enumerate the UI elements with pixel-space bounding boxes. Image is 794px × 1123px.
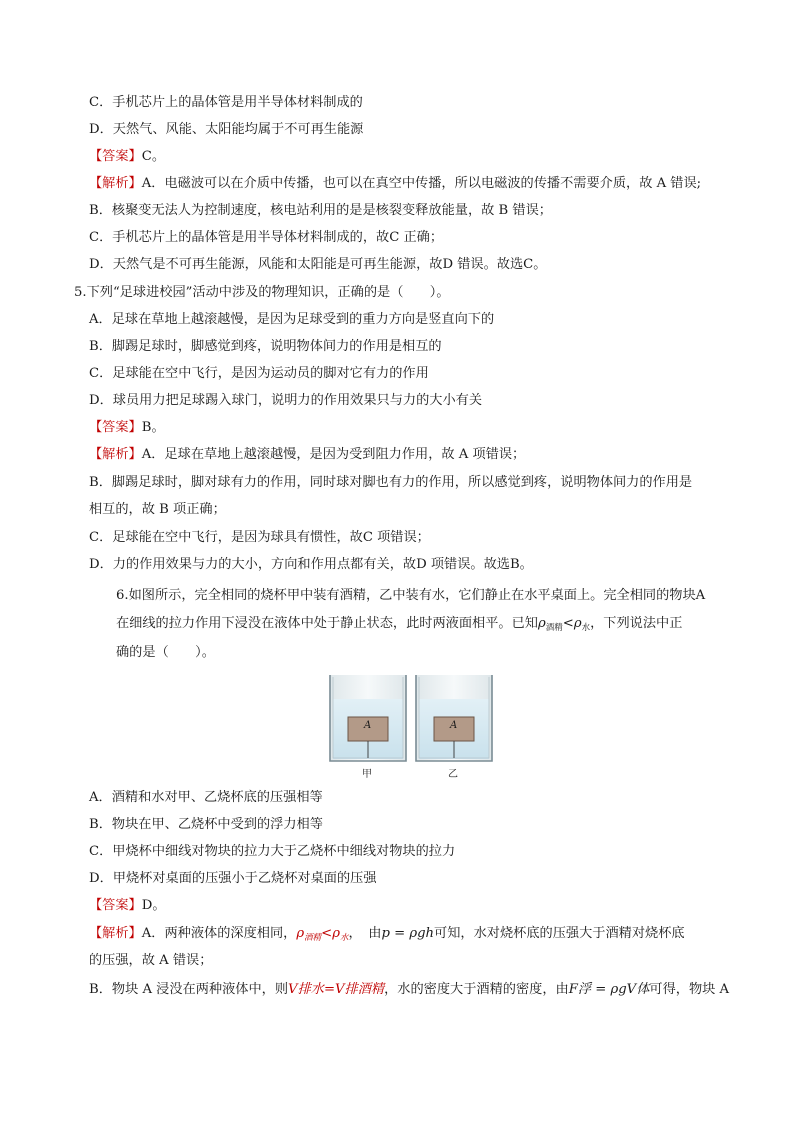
q4-analysis-b: B．核聚变无法人为控制速度，核电站利用的是是核裂变释放能量，故 B 错误； (89, 203, 552, 218)
block-label-yi: A (450, 720, 458, 731)
pressure-formula: p = ρgh (381, 926, 435, 941)
q5-analysis-b-line1: B．脚踢足球时，脚对球有力的作用，同时球对脚也有力的作用，所以感觉到疼，说明物体间力的作用是 (89, 475, 693, 490)
analysis-text: ， 由 (348, 926, 382, 941)
answer-value: D。 (141, 898, 166, 913)
analysis-text: B．物块 A 浸没在两种液体中，则 (89, 982, 289, 997)
beaker-yi (416, 675, 492, 761)
q6-stem-line1: 6.如图所示，完全相同的烧杯甲中装有酒精，乙中装有水，它们静止在水平桌面上。完全相同的物块A (116, 588, 706, 603)
analysis-tag: 【解析】 (89, 176, 142, 191)
q5-option-d: D．球员用力把足球踢入球门，说明力的作用效果只与力的大小有关 (89, 393, 483, 408)
q4-analysis-c: C．手机芯片上的晶体管是用半导体材料制成的，故C 正确； (89, 230, 444, 245)
less-than: < (562, 616, 574, 631)
stem-text: 在细线的拉力作用下浸没在液体中处于静止状态，此时两液面相平。已知 (116, 616, 538, 631)
less-than: < (321, 926, 333, 941)
q6-analysis-a-line1 (89, 924, 685, 948)
q5-answer (89, 418, 165, 438)
q6-stem-line2 (116, 614, 682, 638)
analysis-text: 可得，物块 A (649, 982, 730, 997)
q4-option-c: C．手机芯片上的晶体管是用半导体材料制成的 (89, 95, 363, 110)
q6-answer (89, 896, 166, 916)
label-jia: 甲 (362, 769, 372, 780)
answer-tag: 【答案】 (89, 898, 142, 913)
analysis-text: A．足球在草地上越滚越慢，是因为受到阻力作用，故 A 项错误； (141, 447, 526, 462)
rho-symbol: ρ (332, 926, 340, 941)
q6-option-d: D．甲烧杯对桌面的压强小于乙烧杯对桌面的压强 (89, 871, 377, 886)
q6-option-b: B．物块在甲、乙烧杯中受到的浮力相等 (89, 817, 323, 832)
answer-tag: 【答案】 (89, 149, 142, 164)
subscript-alcohol: 酒精 (545, 623, 563, 633)
q6-stem-line3: 确的是（ ）。 (116, 645, 215, 660)
beakers-diagram (326, 673, 496, 783)
rho-symbol: ρ (573, 616, 582, 631)
q5-option-c: C．足球能在空中飞行，是因为运动员的脚对它有力的作用 (89, 366, 429, 381)
q6-analysis-a-line2: 的压强，故 A 错误； (89, 953, 213, 968)
beaker-jia (330, 675, 406, 761)
q5-analysis-b-line2: 相互的，故 B 项正确； (89, 502, 226, 517)
analysis-text: 可知，水对烧杯底的压强大于酒精对烧杯底 (434, 926, 685, 941)
analysis-text: A．两种液体的深度相同， (141, 926, 297, 941)
q6-option-a: A．酒精和水对甲、乙烧杯底的压强相等 (89, 790, 323, 805)
label-yi: 乙 (448, 769, 458, 780)
q6-analysis-b (89, 980, 729, 1000)
rho-symbol: ρ (296, 926, 305, 941)
analysis-text: A．电磁波可以在介质中传播，也可以在真空中传播，所以电磁波的传播不需要介质，故 A 错误; (141, 176, 702, 191)
block-label-jia: A (364, 720, 372, 731)
stem-text: ，下列说法中正 (590, 616, 683, 631)
q5-analysis-d: D．力的作用效果与力的大小，方向和作用点都有关，故D 项错误。故选B。 (89, 557, 533, 572)
q4-analysis-d: D．天然气是不可再生能源，风能和太阳能是可再生能源，故D 错误。故选C。 (89, 257, 547, 272)
answer-value: C。 (141, 149, 166, 164)
q5-option-a: A．足球在草地上越滚越慢，是因为足球受到的重力方向是竖直向下的 (89, 312, 495, 327)
subscript-alcohol: 酒精 (304, 933, 322, 943)
analysis-tag: 【解析】 (89, 447, 142, 462)
q5-option-b: B．脚踢足球时，脚感觉到疼，说明物体间力的作用是相互的 (89, 339, 442, 354)
analysis-tag: 【解析】 (89, 926, 142, 941)
answer-tag: 【答案】 (89, 420, 142, 435)
subscript-water: 水 (581, 623, 591, 633)
rho-symbol: ρ (538, 616, 546, 631)
q5-stem: 5.下列“足球进校园”活动中涉及的物理知识，正确的是（ ）。 (74, 285, 450, 300)
q4-option-d: D．天然气、风能、太阳能均属于不可再生能源 (89, 122, 364, 137)
beaker-figure (326, 673, 496, 783)
answer-value: B。 (141, 420, 165, 435)
q6-option-c: C．甲烧杯中细线对物块的拉力大于乙烧杯中细线对物块的拉力 (89, 844, 456, 859)
subscript-water: 水 (339, 933, 349, 943)
analysis-text: ，水的密度大于酒精的密度，由 (384, 982, 569, 997)
volume-equation: V排水=V排酒精 (288, 982, 385, 997)
q4-answer (89, 147, 165, 167)
q5-analysis-a (89, 445, 525, 465)
q4-analysis-a (89, 174, 701, 194)
buoyancy-formula: F浮 = ρgV体 (568, 982, 650, 997)
q5-analysis-c: C．足球能在空中飞行，是因为球具有惯性，故C 项错误； (89, 530, 430, 545)
